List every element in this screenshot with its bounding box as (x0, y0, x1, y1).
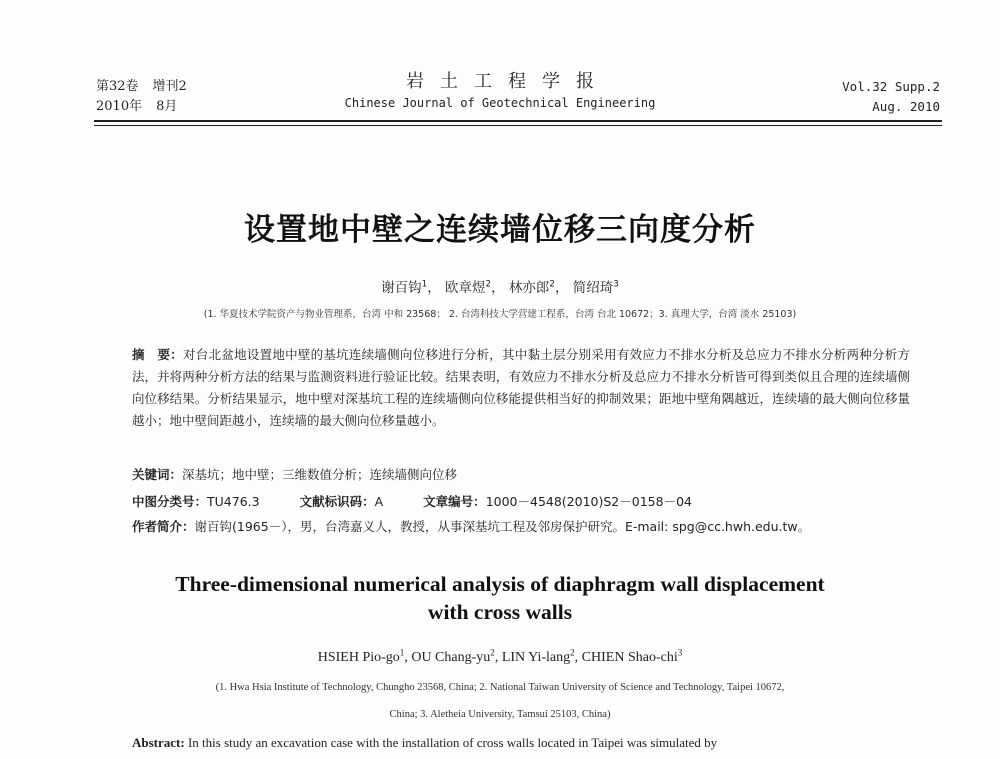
doc-code-value: A (374, 494, 384, 509)
abstract-en-label: Abstract: (132, 735, 185, 750)
abstract-en-text: In this study an excavation case with the installation of cross walls located in Taipei was simulated by (187, 735, 718, 750)
author-affil-sup: 2 (485, 279, 492, 290)
volume-cn: 第32卷 (96, 79, 139, 94)
author-en: LIN Yi-lang (501, 650, 571, 665)
year-cn: 2010年 (96, 99, 143, 114)
author-affil-sup: 3 (677, 647, 683, 658)
keywords-label: 关键词： (132, 467, 183, 482)
article-number-label: 文章编号： (423, 494, 486, 509)
author-affil-sup: 2 (549, 279, 555, 290)
doc-code-label: 文献标识码： (299, 494, 375, 509)
paper-title-en-line1: Three-dimensional numerical analysis of diaphragm wall displacement (175, 572, 825, 596)
journal-title-cn: 岩土工程学报 (406, 71, 610, 92)
author-en: HSIEH Pio-go (317, 650, 400, 665)
issue-cn: 增刊2 (152, 79, 187, 94)
author-bio-line (132, 517, 810, 535)
volume-en: Vol.32 Supp.2 (842, 79, 940, 94)
paper-title-en (0, 570, 1000, 626)
author-cn: 谢百钩 (381, 280, 422, 296)
affiliations-en-line1: (1. Hwa Hsia Institute of Technology, Chungho 23568, China; 2. National Taiwan University of Science and Technology, Taipei 10672, (215, 682, 785, 693)
authors-en: HSIEH Pio-$go^1$, OU Chang-$yu^2$, LIN Yi-lang$^2$, CHIEN Shao-chi$^3$ (317, 647, 683, 665)
author-en: OU Chang-yu (411, 650, 491, 665)
author-affil-sup: 1 (421, 279, 428, 290)
author-affil-sup: 1 (399, 647, 405, 658)
author-affil-sup: 2 (570, 647, 575, 658)
authors-cn: 谢百钩$^1$， 欧章煜$^2$， 林亦郎$^2$， 简绍琦$^3$ (381, 279, 619, 296)
abstract-cn-label: 摘 要： (132, 347, 184, 362)
header-rule-thin (94, 125, 942, 126)
clc-label: 中图分类号： (132, 494, 208, 509)
keywords-line (132, 465, 457, 483)
article-number-value: 1000－4548(2010)S2－0158－04 (485, 494, 692, 509)
header-rule-thick (94, 120, 942, 122)
author-bio-text: 谢百钩(1965－），男，台湾嘉义人，教授，从事深基坑工程及邻房保护研究。E-mail: spg@cc.hwh.edu.tw。 (194, 519, 811, 534)
author-bio-label: 作者简介： (132, 519, 195, 534)
paper-title-cn: 设置地中壁之连续墙位移三向度分析 (244, 212, 756, 248)
issue-info-cn (96, 77, 187, 117)
paper-title-en-line2: with cross walls (427, 600, 573, 624)
journal-masthead (300, 70, 700, 110)
abstract-cn-text: 对台北盆地设置地中壁的基坑连续墙侧向位移进行分析，其中黏土层分别采用有效应力不排水分析及总应力不排水分析两种分析方法，并将两种分析方法的结果与监测资料进行验证比较。结果表明，有效应力不排水分析及总应力不排水分析皆可得到类似且合理的连续墙侧向位移结果。分析结果显示，地中壁对深基坑工程的连续墙侧向位移能提供相当好的抑制效果；距地中壁角隅越近，连续墙的最大侧向位移量越小；地中壁间距越小，连续墙的最大侧向位移量越小。 (132, 347, 910, 428)
abstract-cn (132, 344, 910, 432)
author-en: CHIEN Shao-chi (581, 650, 678, 665)
date-en: Aug. 2010 (872, 99, 940, 114)
keywords-text: 深基坑；地中壁；三维数值分析；连续墙侧向位移 (182, 467, 458, 482)
author-cn: 林亦郎 (508, 280, 550, 296)
author-cn: 欧章煜 (445, 280, 486, 296)
classification-line (132, 492, 692, 510)
abstract-en (132, 733, 910, 753)
author-cn: 简绍琦 (572, 280, 614, 296)
author-affil-sup: 2 (490, 647, 495, 658)
author-affil-sup: 3 (613, 279, 619, 290)
month-cn: 8月 (156, 99, 178, 114)
journal-title-en: Chinese Journal of Geotechnical Engineering (344, 96, 656, 110)
affiliations-cn: (1. 华夏技术学院资产与物业管理系，台湾 中和 23568； 2. 台湾科技大学营建工程系，台湾 台北 10672；3. 真理大学，台湾 淡水 25103) (203, 309, 797, 320)
affiliations-en-line2: China; 3. Aletheia University, Tamsui 25103, China) (389, 709, 611, 720)
issue-info-en (842, 77, 940, 117)
clc-value: TU476.3 (207, 494, 260, 509)
